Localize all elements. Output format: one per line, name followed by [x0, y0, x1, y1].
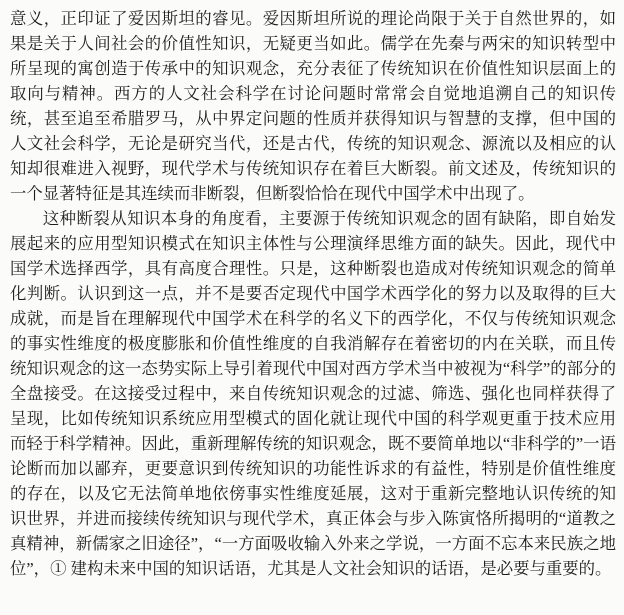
paragraph-2-text-before-footnote: 这种断裂从知识本身的角度看，主要源于传统知识观念的固有缺陷，即自始发展起来的应用型知识模式在知识主体性与公理演绎思维方面的缺失。因此，现代中国学术选择西学，具有高度合理性。只是，这种断裂也造成对传统知识观念的简单化判断。认识到这一点，并不是要否定现代中国学术西学化的努力以及取得的巨大成就，而是旨在理解现代中国学术在科学的名义下的西学化，不仅与传统知识观念的事实性维度的极度膨胀和价值性维度的自我消解存在着密切的内在关联，而且传统知识观念的这一态势实际上导引着现代中国对西方学术当中被视为“科学”的部分的全盘接受。在这接受过程中，来自传统知识观念的过滤、筛选、强化也同样获得了呈现，比如传统知识系统应用型模式的固化就让现代中国的科学观更重于技术应用而轻于科学精神。因此，重新理解传统的知识观念，既不要简单地以“非科学的”一语论断而加以鄙弃，更要意识到传统知识的功能性诉求的有益性，特别是价值性维度的存在，以及它无法简单地依傍事实性维度延展，这对于重新完整地认识传统的知识世界，并进而接续传统知识与现代学术，真正体会与步入陈寅恪所揭明的“道教之真精神，新儒家之旧途径”，“一方面吸收输入外来之学说，一方面不忘本来民族之地位”， [10, 209, 616, 578]
paragraph-continuation [10, 6, 616, 206]
paragraph-2-text-after-footnote: 建构未来中国的知识话语，尤其是人文社会知识的话语，是必要与重要的。 [66, 559, 612, 578]
paragraph-2 [10, 206, 616, 581]
footnote-reference-marker: ① [50, 559, 67, 578]
paragraph-1-text: 意义，正印证了爱因斯坦的睿见。爱因斯坦所说的理论尚限于关于自然世界的，如果是关于人间社会的价值性知识，无疑更当如此。儒学在先秦与两宋的知识转型中所呈现的寓创造于传承中的知识观念，充分表征了传统知识在价值性知识层面上的取向与精神。西方的人文社会科学在讨论问题时常常会自觉地追溯自己的知识传统，甚至追至希腊罗马，从中界定问题的性质并获得知识与智慧的支撑，但中国的人文社会科学，无论是研究当代，还是古代，传统的知识观念、源流以及相应的认知却很难进入视野，现代学术与传统知识存在着巨大断裂。前文述及，传统知识的一个显著特征是其连续而非断裂，但断裂恰恰在现代中国学术中出现了。 [10, 9, 616, 203]
